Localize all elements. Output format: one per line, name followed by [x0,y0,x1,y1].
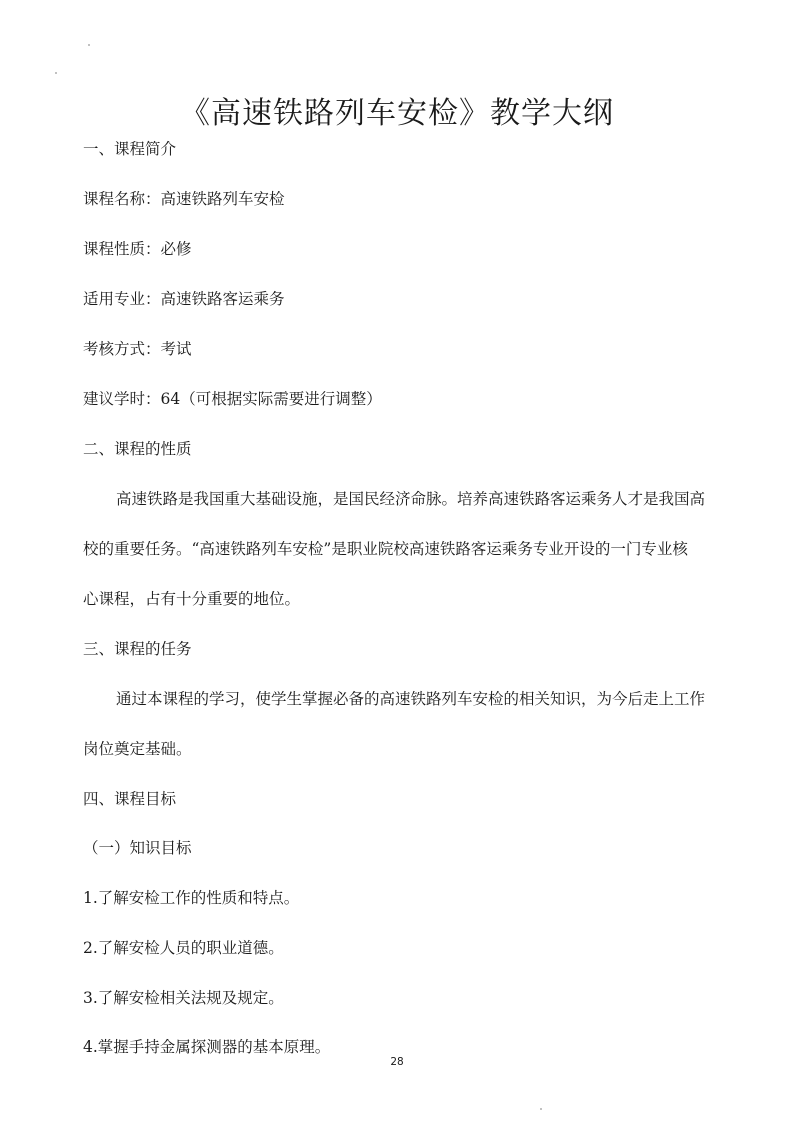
assessment-method: 考核方式：考试 [83,340,192,358]
course-nature: 课程性质：必修 [83,240,192,258]
list-item: 1.了解安检工作的性质和特点。 [83,889,300,907]
applicable-major: 适用专业：高速铁路客运乘务 [83,290,285,308]
section-heading-tasks: 三、课程的任务 [83,640,192,658]
list-item: 2.了解安检人员的职业道德。 [83,939,284,957]
subheading-knowledge-goals: （一）知识目标 [83,839,192,857]
nature-paragraph-line: 心课程，占有十分重要的地位。 [83,590,301,608]
course-name: 课程名称：高速铁路列车安检 [83,190,285,208]
tasks-paragraph-line: 通过本课程的学习，使学生掌握必备的高速铁路列车安检的相关知识，为今后走上工作 [116,690,706,708]
page-number: 28 [390,1056,404,1068]
list-item: 3.了解安检相关法规及规定。 [83,989,284,1007]
tasks-paragraph-line: 岗位奠定基础。 [83,740,192,758]
section-heading-nature: 二、课程的性质 [83,440,192,458]
scan-speck [55,72,57,74]
scan-speck [88,44,90,46]
nature-paragraph-line: 校的重要任务。“高速铁路列车安检”是职业院校高速铁路客运乘务专业开设的一门专业核 [83,540,688,558]
section-heading-intro: 一、课程简介 [83,140,177,158]
nature-paragraph-line: 高速铁路是我国重大基础设施，是国民经济命脉。培养高速铁路客运乘务人才是我国高 [116,490,706,508]
list-item: 4.掌握手持金属探测器的基本原理。 [83,1038,331,1056]
section-heading-goals: 四、课程目标 [83,790,177,808]
suggested-hours: 建议学时：64（可根据实际需要进行调整） [83,390,382,408]
document-title: 《高速铁路列车安检》教学大纲 [180,96,614,132]
scan-speck [540,1108,542,1110]
